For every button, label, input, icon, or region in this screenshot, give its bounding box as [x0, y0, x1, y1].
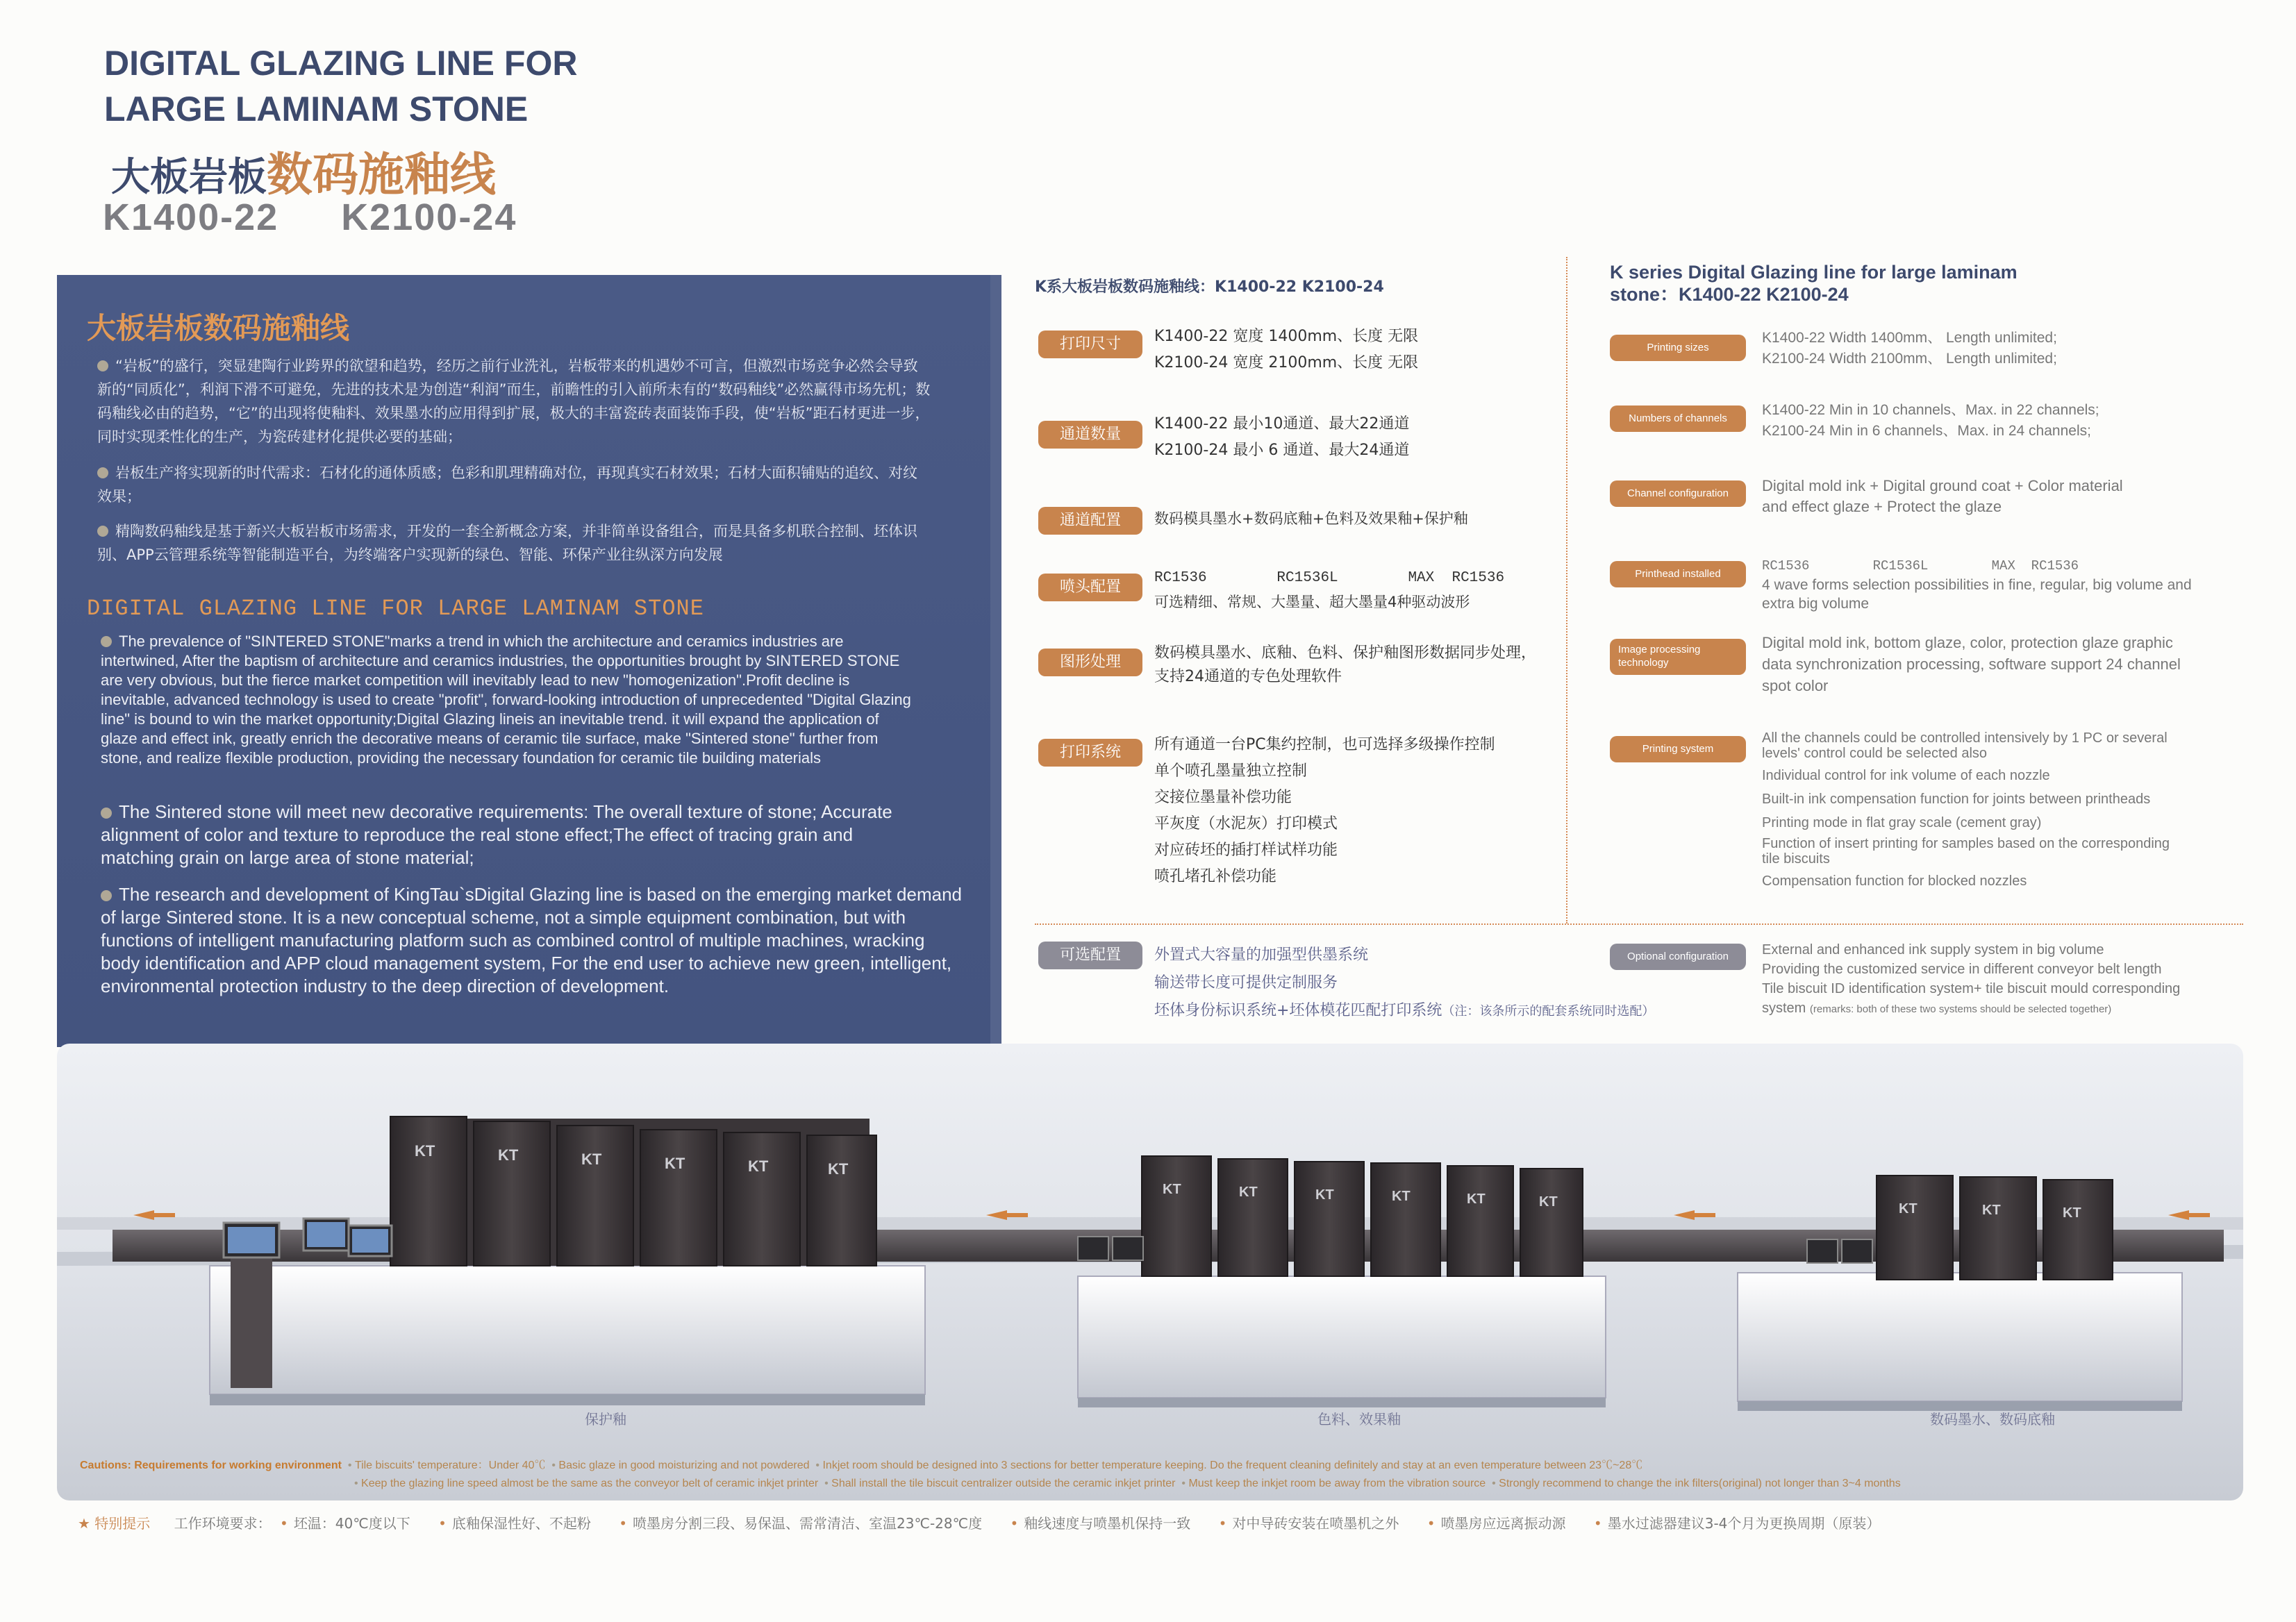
svg-text:KT: KT [2063, 1205, 2081, 1221]
caption-protect-glaze: 保护釉 [585, 1411, 626, 1428]
spec-cn-print-size-text: K1400-22 宽度 1400mm、长度 无限 K2100-24 宽度 2100mm、长度 无限 [1154, 328, 1419, 371]
bullet-icon [97, 360, 108, 371]
spec-cn-channels-text: K1400-22 最小10通道、最大22通道 K2100-24 最小 6 通道、最大24通道 [1154, 415, 1410, 459]
svg-text:KT: KT [1467, 1192, 1486, 1207]
svg-text:KT: KT [828, 1160, 849, 1178]
special-notice-label: 特别提示 [94, 1515, 151, 1532]
intro-para-en-1: The prevalence of "SINTERED STONE"marks a trend in which the architecture and ceramics industries are intertwined, After the baptism of architecture and ceramics industries, the opportunities brought by SINTERED STONE are very obvious, but the fierce market competition will inevitably lead to new "homogenization".Profit decline is inevitable, advanced technology is used to create "profit", forward-looking introduction of unprecedented "Digital Glazing line" is bound to win the market opportunity;Digital Glazing lineis an inevitable trend. it will expand the application of glaze and effect ink, greatly enrich the decorative means of ceramic tile surface, make "Sintered stone" further from stone, and realize flexible production, providing the necessary foundation for ceramic tile building materials [101, 633, 911, 767]
spec-en-channels-badge: Numbers of channels [1610, 406, 1746, 432]
specs-en-heading: K series Digital Glazing line for large laminam stone：K1400-22 K2100-24 [1610, 262, 2018, 305]
spec-en-optional-text: External and enhanced ink supply system in big volume Providing the customized service in different conveyor belt length Tile biscuit ID identification system+ tile biscuit mould corresponding system (remarks: both of these two systems should be selected together) [1762, 942, 2181, 1016]
title-en-line2: LARGE LAMINAM STONE [104, 90, 529, 128]
spec-cn-channel-config-badge: 通道配置 [1038, 507, 1142, 535]
spec-cn-image-badge: 图形处理 [1038, 649, 1142, 676]
svg-text:KT: KT [581, 1151, 602, 1168]
spec-cn-system-text: 所有通道一台PC集约控制，也可选择多级操作控制 单个喷孔墨量独立控制 交接位墨量补偿功能 平灰度（水泥灰）打印模式 对应砖坯的插打样试样功能 喷孔堵孔补偿功能 [1154, 736, 1495, 885]
spec-cn-optional-text: 外置式大容量的加强型供墨系统 输送带长度可提供定制服务 坯体身份标识系统+坯体模花匹配打印系统（注：该条所示的配套系统同时选配） [1154, 946, 1655, 1019]
svg-text:KT: KT [665, 1155, 685, 1172]
svg-text:KT: KT [498, 1146, 519, 1164]
title-en-line1: DIGITAL GLAZING LINE FOR [104, 44, 578, 83]
svg-text:KT: KT [1163, 1182, 1181, 1197]
intro-heading-en: DIGITAL GLAZING LINE FOR LARGE LAMINAM STONE [87, 596, 704, 621]
spec-en-print-size-badge: Printing sizes [1610, 335, 1746, 361]
intro-para-cn-2: 岩板生产将实现新的时代需求：石材化的通体质感；色彩和肌理精确对位，再现真实石材效果；石材大面积铺贴的追纹、对纹效果； [97, 465, 917, 505]
spec-en-image-badge: Image processing technology [1610, 639, 1746, 675]
intro-para-en-3: The research and development of KingTau`sDigital Glazing line is based on the emerging market demand of large Sintered stone. It is a new conceptual scheme, not a simple equipment combination, but with functions of intelligent manufacturing platform such as combined control of multiple machines, wracking body identification and APP cloud management system, For the end user to achieve new green, intelligent, environmental protection industry to the deep direction of development. [101, 884, 963, 996]
spec-cn-print-size-badge: 打印尺寸 [1038, 331, 1142, 358]
model-numbers [103, 196, 579, 239]
column-divider [1566, 257, 1567, 923]
spec-cn-optional-badge: 可选配置 [1038, 942, 1142, 969]
title-cn-prefix: 大板岩板 [111, 155, 267, 200]
intro-para-cn-1: “岩板”的盛行，突显建陶行业跨界的欲望和趋势，经历之前行业洗礼，岩板带来的机遇妙不可言，但激烈市场竞争必然会导致新的“同质化”，利润下滑不可避免，先进的技术是为创造“利润”而生，前瞻性的引入前所未有的“数码釉线”必然赢得市场先机；数码釉线必由的趋势，“它”的出现将使釉料、效果墨水的应用得到扩展，极大的丰富瓷砖表面装饰手段，使“岩板”距石材更进一步，同时实现柔性化的生产，为瓷砖建材化提供必要的基础； [97, 358, 931, 445]
spec-cn-channel-config-text: 数码模具墨水+数码底釉+色料及效果釉+保护釉 [1154, 510, 1468, 527]
bullet-icon [97, 526, 108, 537]
svg-text:KT: KT [1539, 1194, 1558, 1210]
spec-cn-system-badge: 打印系统 [1038, 739, 1142, 767]
spec-en-system-badge: Printing system [1610, 736, 1746, 762]
spec-en-printhead-badge: Printhead installed [1610, 561, 1746, 587]
optional-divider [1035, 923, 2243, 925]
spec-en-channels-text: K1400-22 Min in 10 channels、Max. in 22 channels; K2100-24 Min in 6 channels、Max. in 24 channels; [1762, 402, 2099, 439]
svg-text:KT: KT [748, 1157, 769, 1175]
svg-text:KT: KT [1899, 1201, 1918, 1216]
svg-text:KT: KT [415, 1142, 435, 1160]
svg-text:KT: KT [1982, 1203, 2001, 1218]
bullet-icon [101, 636, 112, 647]
title-en [104, 40, 577, 132]
specs-cn-heading: K系大板岩板数码施釉线：K1400-22 K2100-24 [1035, 278, 1384, 296]
glazing-line-illustration [57, 1044, 2243, 1500]
spec-cn-printhead-badge: 喷头配置 [1038, 574, 1142, 601]
caution-notes: Cautions: Requirements for working environment • Tile biscuits' temperature：Under 40℃ • Basic glaze in good moisturizing and not powdered • Inkjet room should be designed into 3 sections for better temperature keeping. Do the frequent cleaning definitely and stay at an even temperature between 23℃~28℃ • Keep the glazing line speed almost be the same as the conveyor belt of ceramic inkjet printer • Shall install the tile biscuit centralizer outside the ceramic inkjet printer • Must keep the inkjet room be away from the vibration source • Strongly recommend to change the ink filters(original) not longer than 3~4 months [80, 1460, 1901, 1489]
star-icon: ★ [78, 1515, 90, 1532]
spec-en-print-size-text: K1400-22 Width 1400mm、 Length unlimited; K2100-24 Width 2100mm、 Length unlimited; [1762, 330, 2057, 367]
spec-cn-channels-badge: 通道数量 [1038, 421, 1142, 449]
svg-text:KT: KT [1239, 1185, 1258, 1200]
spec-en-image-text: Digital mold ink, bottom glaze, color, protection glaze graphic data synchronization processing, software support 24 channel spot color [1762, 634, 2181, 694]
title-cn-highlight: 数码施釉线 [267, 148, 496, 201]
special-notice: ★ 特别提示 工作环境要求： • 坯温：40℃度以下 • 底釉保湿性好、不起粉 • 喷墨房分割三段、易保温、需常清洁、室温23℃-28℃度 • 釉线速度与喷墨机保持一致 • 对中导砖安装在喷墨机之外 • 喷墨房应远离振动源 • 墨水过滤器建议3-4个月为更换周期（原装） [78, 1515, 1881, 1532]
spec-cn-image-text: 数码模具墨水、底釉、色料、保护釉图形数据同步处理， 支持24通道的专色处理软件 [1154, 644, 1537, 685]
spec-en-optional-badge: Optional configuration [1610, 944, 1746, 970]
spec-en-channel-config-badge: Channel configuration [1610, 480, 1746, 507]
intro-para-cn-3: 精陶数码釉线是基于新兴大板岩板市场需求，开发的一套全新概念方案，并非简单设备组合，而是具备多机联合控制、坯体识别、APP云管理系统等智能制造平台，为终端客户实现新的绿色、智能、环保产业往纵深方向发展 [97, 523, 917, 563]
svg-text:KT: KT [1315, 1187, 1334, 1203]
model-1: K1400-22 [103, 197, 279, 238]
bullet-icon [101, 890, 112, 901]
bullet-icon [97, 467, 108, 478]
spec-en-channel-config-text: Digital mold ink + Digital ground coat + Color material and effect glaze + Protect the glaze [1762, 477, 2123, 515]
spec-en-printhead-text: RC1536 RC1536L MAX RC1536 4 wave forms selection possibilities in fine, regular, big volume and extra big volume [1762, 558, 2192, 612]
caption-digital-ink: 数码墨水、数码底釉 [1930, 1411, 2055, 1428]
bullet-icon [101, 808, 112, 819]
intro-para-en-2: The Sintered stone will meet new decorative requirements: The overall texture of stone; Accurate alignment of color and texture to reproduce the real stone effect;The effect of tracing grain and matching grain on large area of stone material; [101, 801, 892, 868]
model-2: K2100-24 [341, 197, 517, 238]
title-cn [111, 137, 496, 203]
intro-heading-cn: 大板岩板数码施釉线 [87, 311, 350, 345]
spec-cn-printhead-text: RC1536 RC1536L MAX RC1536 可选精细、常规、大墨量、超大墨量4种驱动波形 [1154, 570, 1505, 610]
spec-en-system-text: All the channels could be controlled intensively by 1 PC or several levels' control could be selected also Individual control for ink volume of each nozzle Built-in ink compensation function for joints between printheads Printing mode in flat gray scale (cement gray) Function of insert printing for samples based on the corresponding tile biscuits Compensation function for blocked nozzles [1762, 730, 2170, 889]
caption-color-effect: 色料、效果釉 [1317, 1411, 1401, 1428]
svg-text:KT: KT [1392, 1189, 1411, 1204]
